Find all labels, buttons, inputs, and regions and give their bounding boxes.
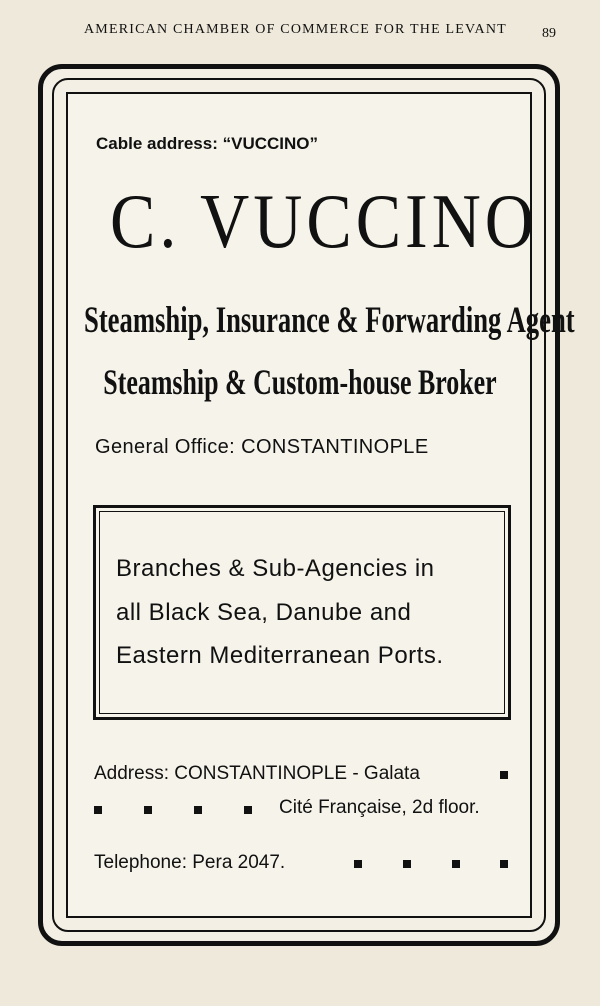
running-head: AMERICAN CHAMBER OF COMMERCE FOR THE LEVANT	[84, 22, 507, 37]
decorative-square	[94, 806, 102, 814]
branches-line: all Black Sea, Danube and	[116, 599, 412, 626]
decorative-square	[144, 806, 152, 814]
branches-line: Branches & Sub-Agencies in	[116, 555, 435, 582]
address-street: Cité Française, 2d floor.	[279, 797, 480, 818]
decorative-square	[354, 860, 362, 868]
firm-name: C. VUCCINO	[110, 177, 538, 265]
decorative-square	[500, 860, 508, 868]
decorative-square	[244, 806, 252, 814]
decorative-square	[452, 860, 460, 868]
general-office: General Office: CONSTANTINOPLE	[95, 436, 429, 458]
cable-address: Cable address: “VUCCINO”	[96, 134, 318, 153]
branches-line: Eastern Mediterranean Ports.	[116, 642, 444, 669]
telephone: Telephone: Pera 2047.	[94, 852, 286, 873]
decorative-square	[403, 860, 411, 868]
address-city: Address: CONSTANTINOPLE - Galata	[94, 763, 420, 784]
page-number: 89	[542, 26, 556, 41]
decorative-square	[500, 771, 508, 779]
service-line-broker: Steamship & Custom-house Broker	[103, 362, 497, 402]
decorative-square	[194, 806, 202, 814]
service-line-agent: Steamship, Insurance & Forwarding Agent	[83, 300, 575, 341]
